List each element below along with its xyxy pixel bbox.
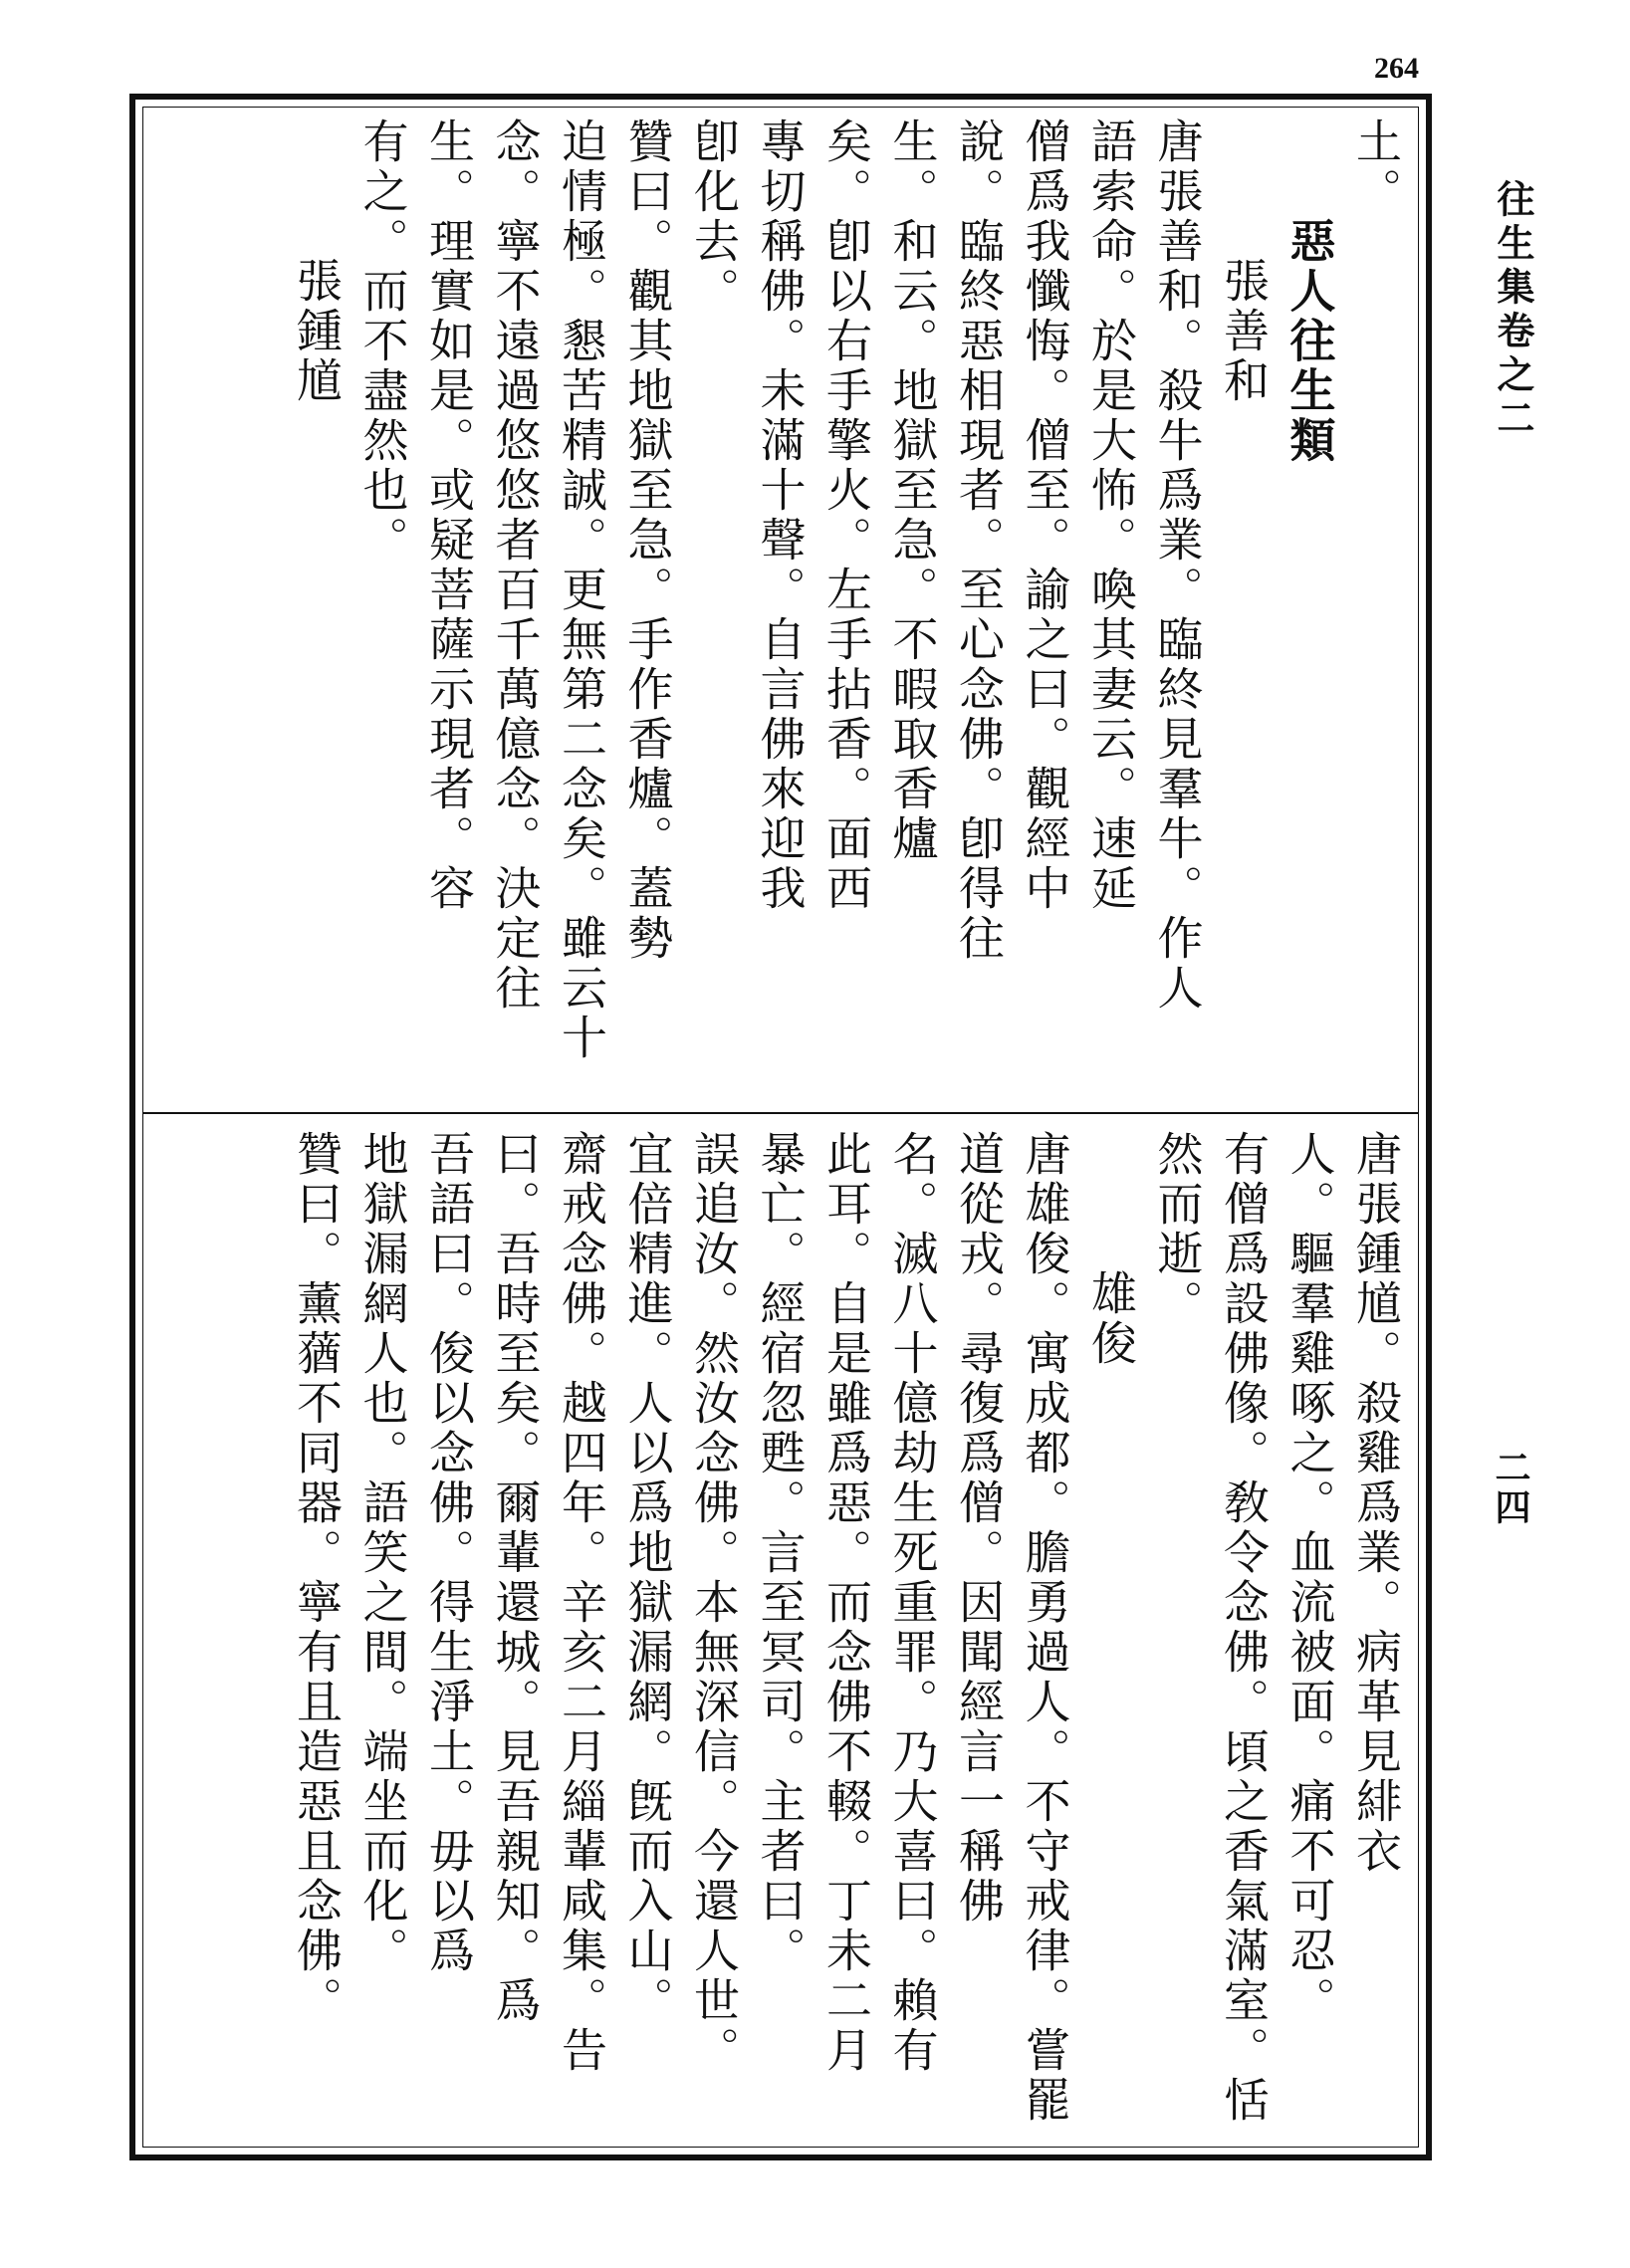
- bottom-vertical-text: [159, 1130, 1409, 2136]
- top-vertical-text: [159, 117, 1409, 1098]
- text-column: 念。寧不遠過悠悠者百千萬億念。決定往: [488, 117, 543, 1014]
- text-column: 惡人往生類: [1282, 217, 1337, 466]
- section-divider: [142, 1112, 1419, 1114]
- text-column: 齋戒念佛。越四年。辛亥二月緇輩咸集。告: [555, 1130, 608, 2076]
- text-column: 土。: [1349, 117, 1403, 217]
- text-column: 地獄漏網人也。語笑之間。端坐而化。: [355, 1130, 410, 1976]
- text-column: 道從戎。尋復爲僧。因聞經言一稱佛: [952, 1130, 1006, 1927]
- text-column: 僧爲我懺悔。僧至。諭之曰。觀經中: [1018, 117, 1072, 914]
- text-column: 生。和云。地獄至急。不暇取香爐: [885, 117, 940, 864]
- text-column: 唐雄俊。寓成都。膽勇過人。不守戒律。嘗罷: [1018, 1130, 1072, 2126]
- text-column: 專切稱佛。未滿十聲。自言佛來迎我: [753, 117, 808, 914]
- bottom-text-block: [159, 1130, 1409, 2136]
- text-column: 然而逝。: [1150, 1130, 1205, 1329]
- text-column: 有之。而不盡然也。: [355, 117, 410, 566]
- text-column: 誤追汝。然汝念佛。本無深信。今還人世。: [687, 1130, 741, 2076]
- text-column: 卽化去。: [687, 117, 741, 317]
- text-column: 唐張鍾馗。殺雞爲業。病革見緋衣: [1349, 1130, 1403, 1877]
- top-text-block: [159, 117, 1409, 1098]
- text-column: 張善和: [1217, 257, 1271, 406]
- text-column: 人。驅羣雞啄之。血流被面。痛不可忍。: [1282, 1130, 1337, 2026]
- text-column: 贊曰。薰蕕不同器。寧有且造惡且念佛。: [290, 1130, 344, 2026]
- running-title: 往生集卷之二: [1491, 179, 1535, 442]
- text-column: 張鍾馗: [290, 257, 344, 406]
- text-column: 雄俊: [1084, 1269, 1138, 1369]
- text-column: 曰。吾時至矣。爾輩還城。見吾親知。爲: [488, 1130, 543, 2026]
- text-column: 吾語曰。俊以念佛。得生淨土。毋以爲: [422, 1130, 476, 1976]
- text-column: 暴亡。經宿忽甦。言至冥司。主者曰。: [753, 1130, 808, 1976]
- text-column: 生。理實如是。或疑菩薩示現者。容: [422, 117, 476, 914]
- page-number: 264: [1374, 52, 1419, 85]
- text-column: 宜倍精進。人以爲地獄漏網。旣而入山。: [620, 1130, 675, 2026]
- text-column: 此耳。自是雖爲惡。而念佛不輟。丁未二月: [819, 1130, 873, 2076]
- text-column: 說。臨終惡相現者。至心念佛。卽得往: [952, 117, 1006, 964]
- text-column: 矣。卽以右手擎火。左手拈香。面西: [819, 117, 873, 914]
- text-column: 有僧爲設佛像。敎令念佛。頃之香氣滿室。恬: [1217, 1130, 1271, 2126]
- text-column: 贊曰。觀其地獄至急。手作香爐。蓋勢: [620, 117, 675, 964]
- text-column: 迫情極。懇苦精誠。更無第二念矣。雖云十: [555, 117, 608, 1063]
- text-column: 名。滅八十億劫生死重罪。乃大喜曰。賴有: [885, 1130, 940, 2076]
- text-column: 唐張善和。殺牛爲業。臨終見羣牛。作人: [1150, 117, 1205, 1014]
- text-column: 語索命。於是大怖。喚其妻云。速延: [1084, 117, 1138, 914]
- folio-number: 二四: [1490, 1449, 1531, 1528]
